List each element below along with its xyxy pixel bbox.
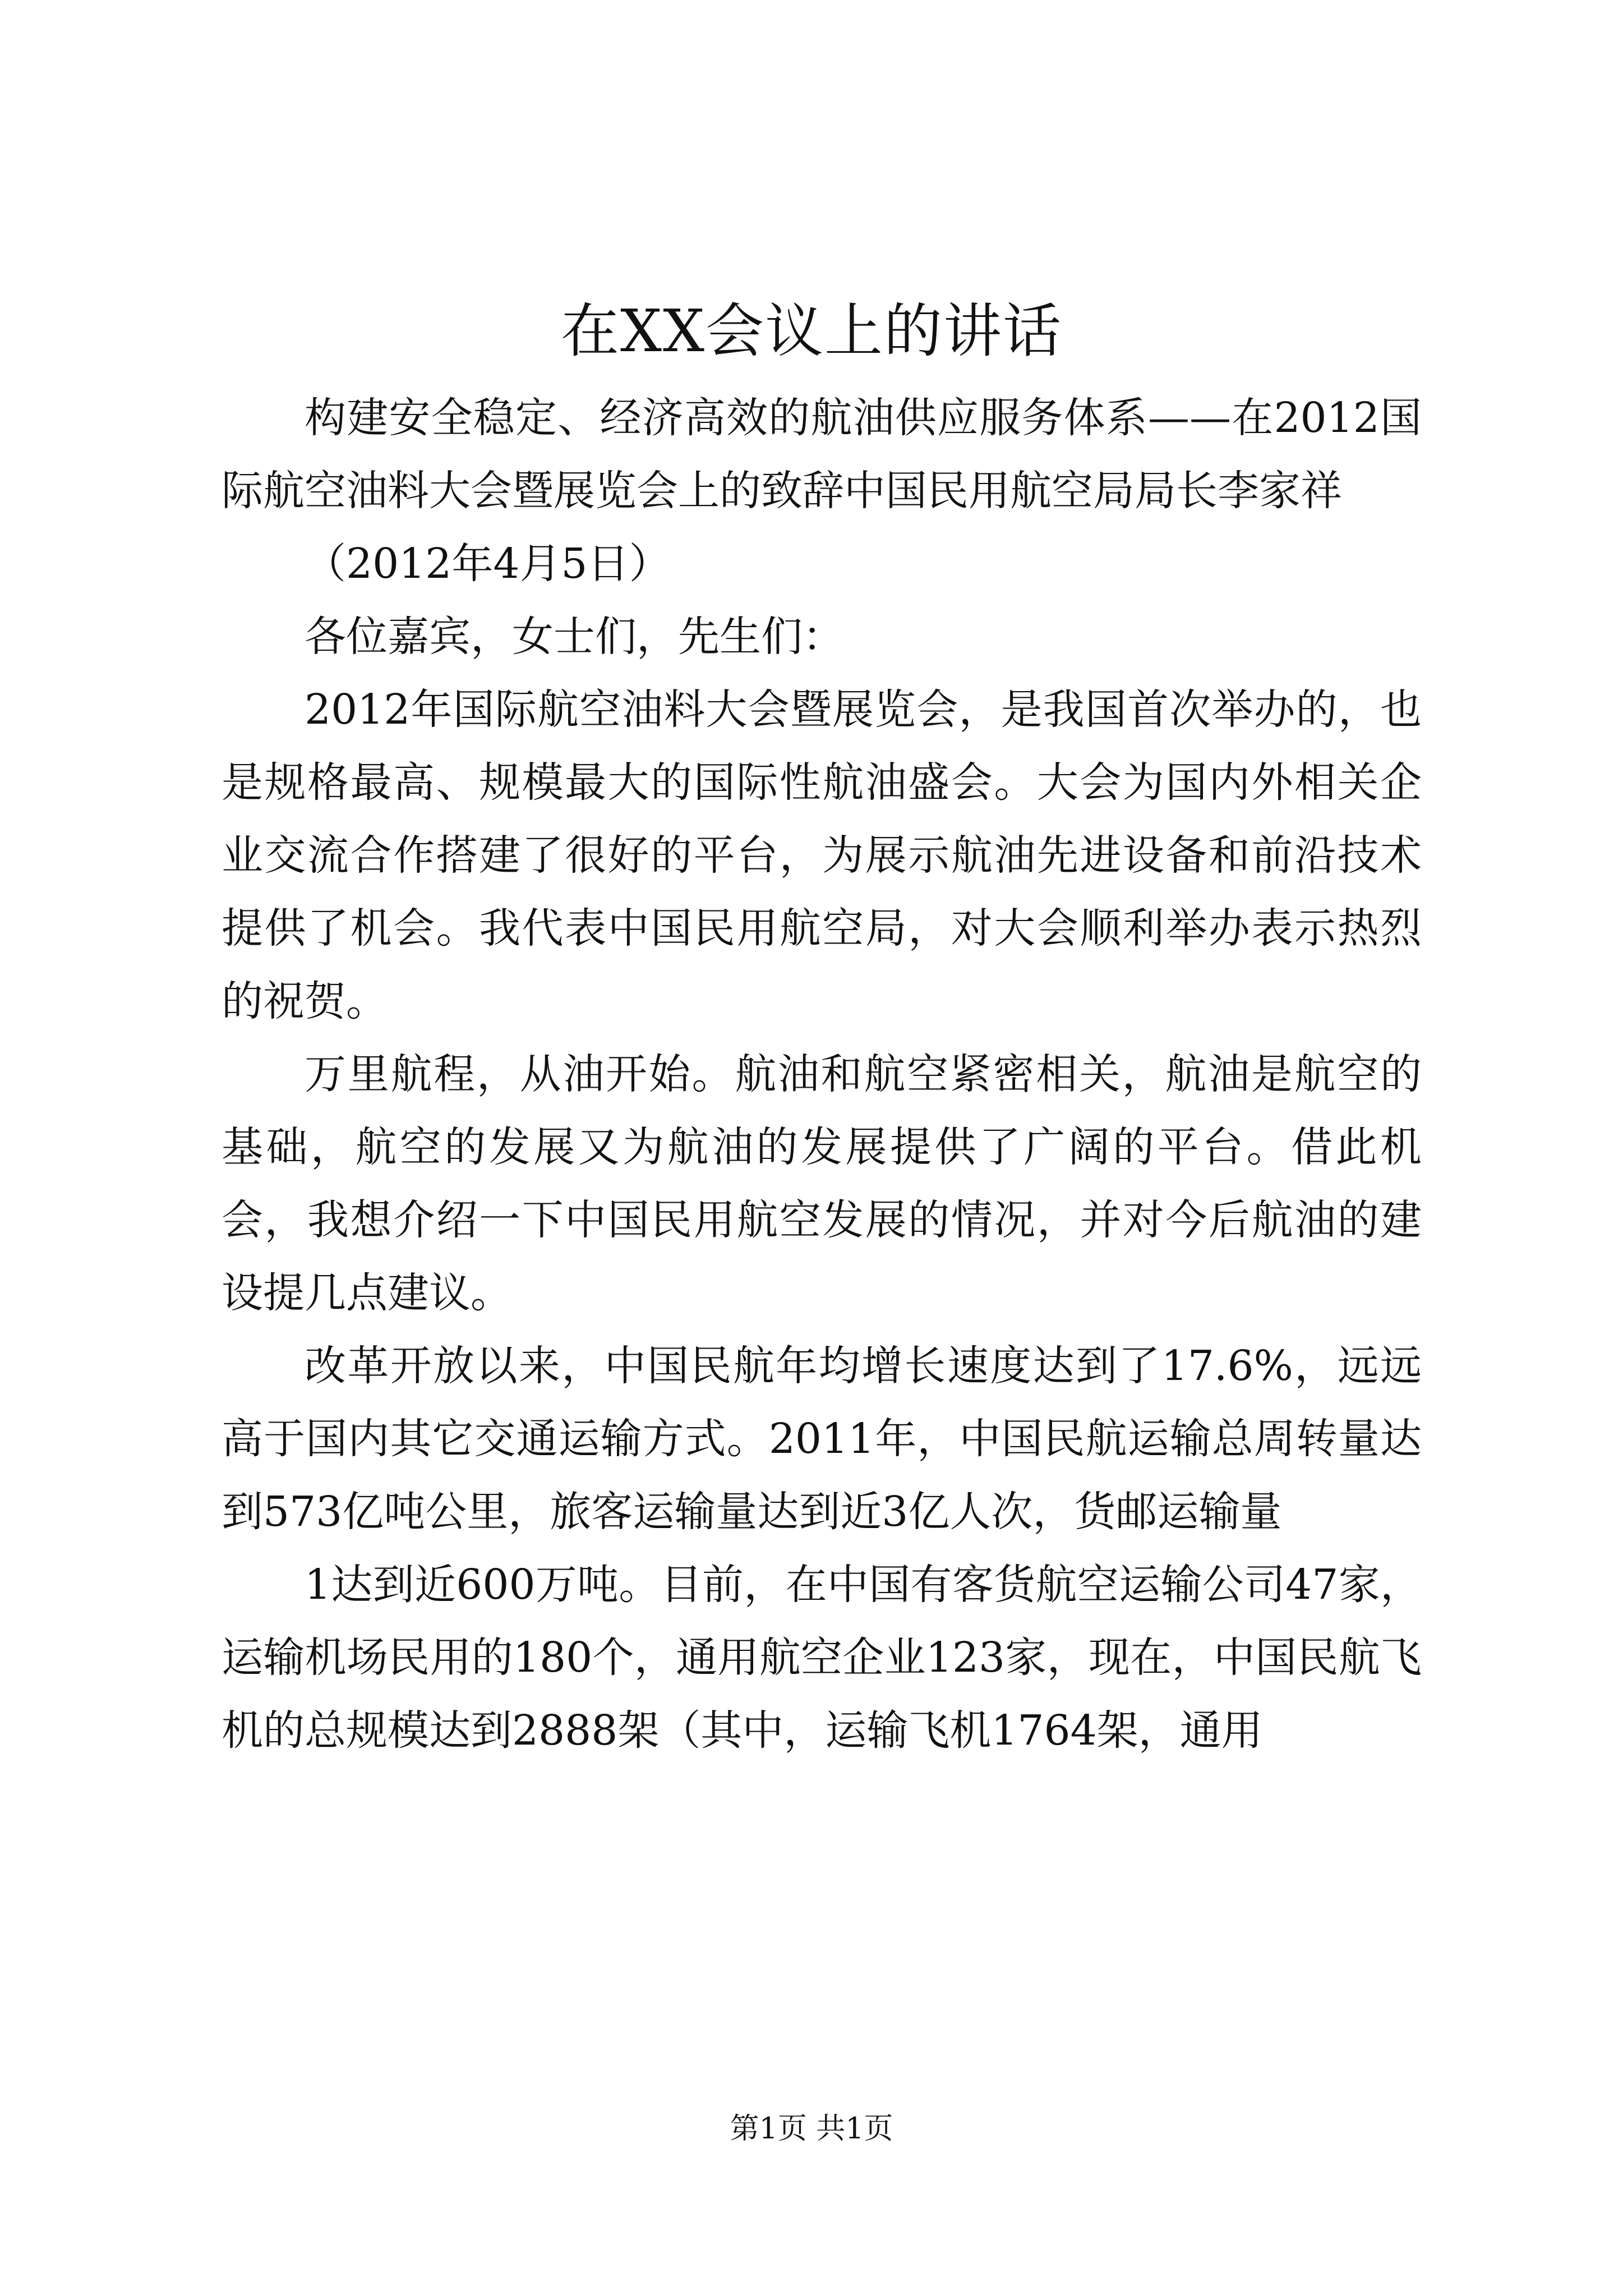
paragraph-body: 改革开放以来，中国民航年均增长速度达到了17.6%，远远高于国内其它交通运输方式。2011年，中国民航运输总周转量达到573亿吨公里，旅客运输量达到近3亿人次，货邮运输量 — [222, 1342, 1422, 1536]
paragraph-body: 1达到近600万吨。目前，在中国有客货航空运输公司47家，运输机场民用的180个，通用航空企业123家，现在，中国民航飞机的总规模达到2888架（其中，运输飞机1764架，通用 — [222, 1561, 1422, 1755]
document-title: 在XX会议上的讲话 — [560, 297, 1063, 365]
paragraph-date: （2012年4月5日） — [305, 540, 671, 588]
paragraph-salutation: 各位嘉宾，女士们，先生们： — [305, 613, 844, 661]
paragraph-subtitle: 构建安全稳定、经济高效的航油供应服务体系——在2012国际航空油料大会暨展览会上的致辞中国民用航空局局长李家祥 — [222, 394, 1422, 515]
document-body — [222, 381, 1422, 1767]
paragraph-body: 2012年国际航空油料大会暨展览会，是我国首次举办的，也是规格最高、规模最大的国际性航油盛会。大会为国内外相关企业交流合作搭建了很好的平台，为展示航油先进设备和前沿技术提供了机会。我代表中国民用航空局，对大会顺利举办表示热烈的祝贺。 — [222, 685, 1422, 1025]
page-footer: 第1页 共1页 — [730, 2112, 893, 2146]
paragraph-body: 万里航程，从油开始。航油和航空紧密相关，航油是航空的基础，航空的发展又为航油的发展提供了广阔的平台。借此机会，我想介绍一下中国民用航空发展的情况，并对今后航油的建设提几点建议。 — [222, 1050, 1422, 1317]
